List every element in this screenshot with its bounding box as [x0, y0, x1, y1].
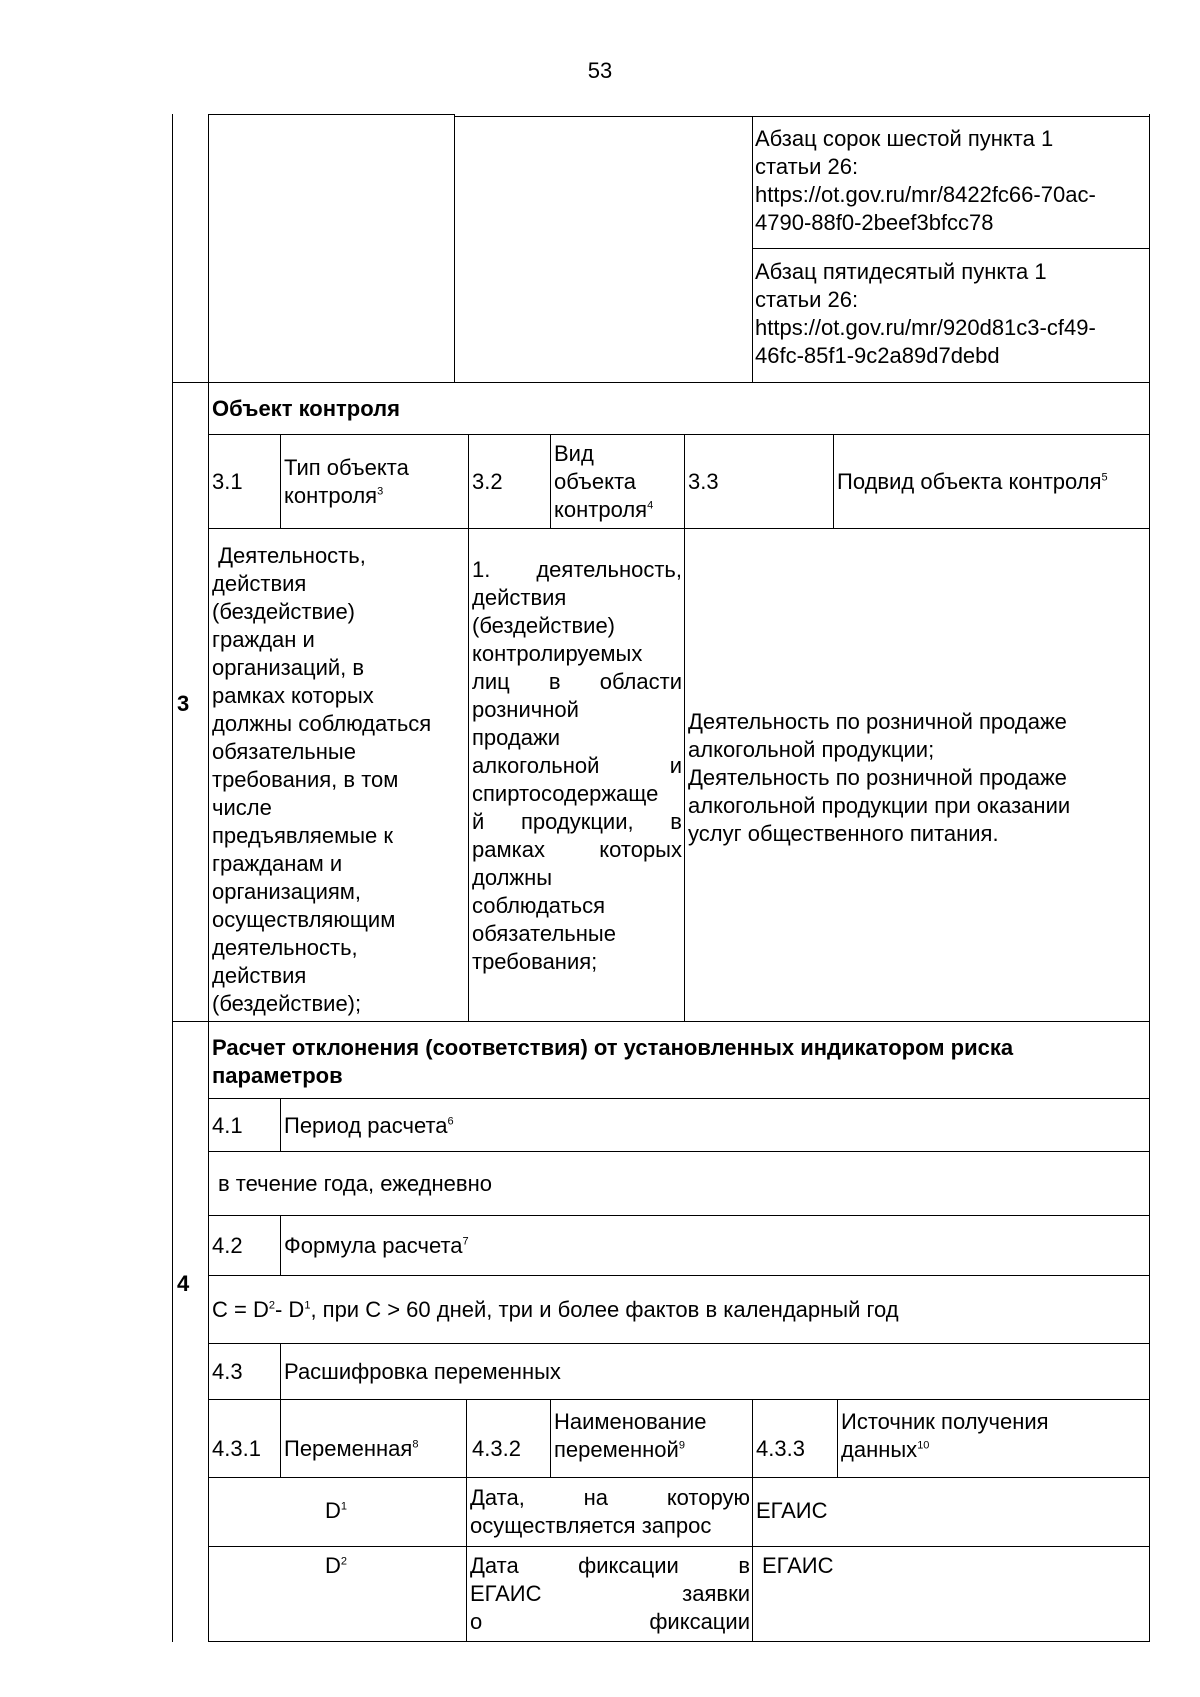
cell-3-2-label: Вид объекта контроля$^4$: [554, 441, 654, 522]
object-type-text: [212, 542, 431, 1018]
text-line: Деятельность по розничной продаже: [688, 765, 1067, 790]
calculation-formula: $C = D^2-$ $D^1$, при C > 60 дней, три и более фактов в календарный год: [212, 1297, 899, 1322]
text-line: граждан и: [212, 627, 315, 652]
cell-4-1-number: 4.1: [212, 1113, 243, 1138]
table-border-bottom: [208, 1641, 1150, 1642]
text-line: предъявляемые к: [212, 823, 393, 848]
text-line: алкогольной продукции при оказании: [688, 793, 1071, 818]
cell-4-1-label: Период расчета$^6$: [284, 1113, 454, 1138]
cell-3-1-number: 3.1: [212, 469, 243, 494]
text-line: розничной: [472, 697, 579, 722]
cell-4-3-number: 4.3: [212, 1359, 243, 1384]
cell-4-3-1-number: 4.3.1: [212, 1436, 261, 1461]
table-border-left: [208, 114, 209, 1642]
text-line: Деятельность по розничной продаже: [688, 709, 1067, 734]
text-line: соблюдаться: [472, 893, 605, 918]
text-line: требования, в том: [212, 767, 399, 792]
section-4-title: Расчет отклонения (соответствия) от установленных индикатором риска параметров: [212, 1035, 1014, 1088]
text-line: Дата фиксации в: [470, 1553, 750, 1578]
reference-paragraph-50: Абзац пятидесятый пункта 1 статьи 26: https://ot.gov.ru/mr/920d81c3-cf49- 46fc-85f1-9c2a89d7debd: [755, 259, 1096, 368]
variable-d2: $D^2$: [325, 1553, 348, 1578]
text-line: гражданам и: [212, 851, 343, 876]
text-line: осуществляющим: [212, 907, 396, 932]
text-line: Деятельность,: [212, 543, 366, 568]
margin-rule: [172, 114, 173, 1642]
text-line: числе: [212, 795, 272, 820]
cell-3-1-label: Тип объекта контроля$^3$: [284, 455, 409, 508]
cell-4-3-3-number: 4.3.3: [756, 1436, 805, 1461]
reference-paragraph-46: Абзац сорок шестой пункта 1 статьи 26: https://ot.gov.ru/mr/8422fc66-70ac- 4790-88f0-2beef3bfcc78: [755, 126, 1096, 235]
text-line: алкогольной продукции;: [688, 737, 935, 762]
text-line: спиртосодержаще: [472, 781, 659, 806]
text-line: деятельность,: [212, 935, 358, 960]
text-line: алкогольной и: [472, 753, 682, 778]
text-line: й продукции, в: [472, 809, 682, 834]
text-line: действия: [212, 963, 307, 988]
object-kind-text: [472, 556, 682, 976]
cell-3-3-number: 3.3: [688, 469, 719, 494]
text-line: требования;: [472, 949, 598, 974]
table-border-right: [1149, 114, 1150, 1642]
section-4-number: 4: [177, 1271, 190, 1296]
text-line: 1. деятельность,: [472, 557, 682, 582]
cell-4-3-2-number: 4.3.2: [472, 1436, 521, 1461]
variable-d1: $D^1$: [325, 1498, 348, 1523]
text-line: обязательные: [472, 921, 616, 946]
text-line: должны: [472, 865, 553, 890]
cell-4-2-number: 4.2: [212, 1233, 243, 1258]
section-3-number: 3: [177, 691, 190, 716]
text-line: Дата, на которую: [470, 1485, 750, 1510]
text-line: организациям,: [212, 879, 362, 904]
text-line: действия: [212, 571, 307, 596]
text-line: рамках которых: [472, 837, 682, 862]
cell-4-3-3-label: Источник получения данных$^{10}$: [841, 1409, 1049, 1462]
variable-d2-source: ЕГАИС: [762, 1553, 834, 1578]
text-line: должны соблюдаться: [212, 711, 432, 736]
cell-3-3-label: Подвид объекта контроля$^5$: [837, 469, 1108, 494]
text-line: рамках которых: [212, 683, 374, 708]
text-line: организаций, в: [212, 655, 365, 680]
text-line: ЕГАИС заявки: [470, 1581, 750, 1606]
text-line: действия: [472, 585, 567, 610]
text-line: о фиксации: [470, 1609, 750, 1634]
object-subkind-text: [688, 708, 1070, 848]
section-3-title: Объект контроля: [212, 396, 400, 421]
cell-4-3-2-label: Наименование переменной$^9$: [554, 1409, 707, 1462]
cell-4-2-label: Формула расчета$^7$: [284, 1233, 469, 1258]
text-line: осуществляется запрос: [470, 1513, 712, 1538]
cell-4-3-label: Расшифровка переменных: [284, 1359, 561, 1384]
cell-4-3-1-label: Переменная$^8$: [284, 1436, 419, 1461]
text-line: обязательные: [212, 739, 356, 764]
text-line: контролируемых: [472, 641, 643, 666]
text-line: лиц в области: [472, 669, 682, 694]
text-line: (бездействие);: [212, 991, 362, 1016]
text-line: услуг общественного питания.: [688, 821, 999, 846]
variable-d1-source: ЕГАИС: [756, 1498, 828, 1523]
page-number: 53: [587, 58, 613, 83]
variable-d2-name: [470, 1552, 750, 1636]
text-line: (бездействие): [472, 613, 616, 638]
cell-3-2-number: 3.2: [472, 469, 503, 494]
variable-d1-name: [470, 1484, 750, 1540]
text-line: продажи: [472, 725, 560, 750]
calculation-period: в течение года, ежедневно: [218, 1171, 492, 1196]
text-line: (бездействие): [212, 599, 356, 624]
